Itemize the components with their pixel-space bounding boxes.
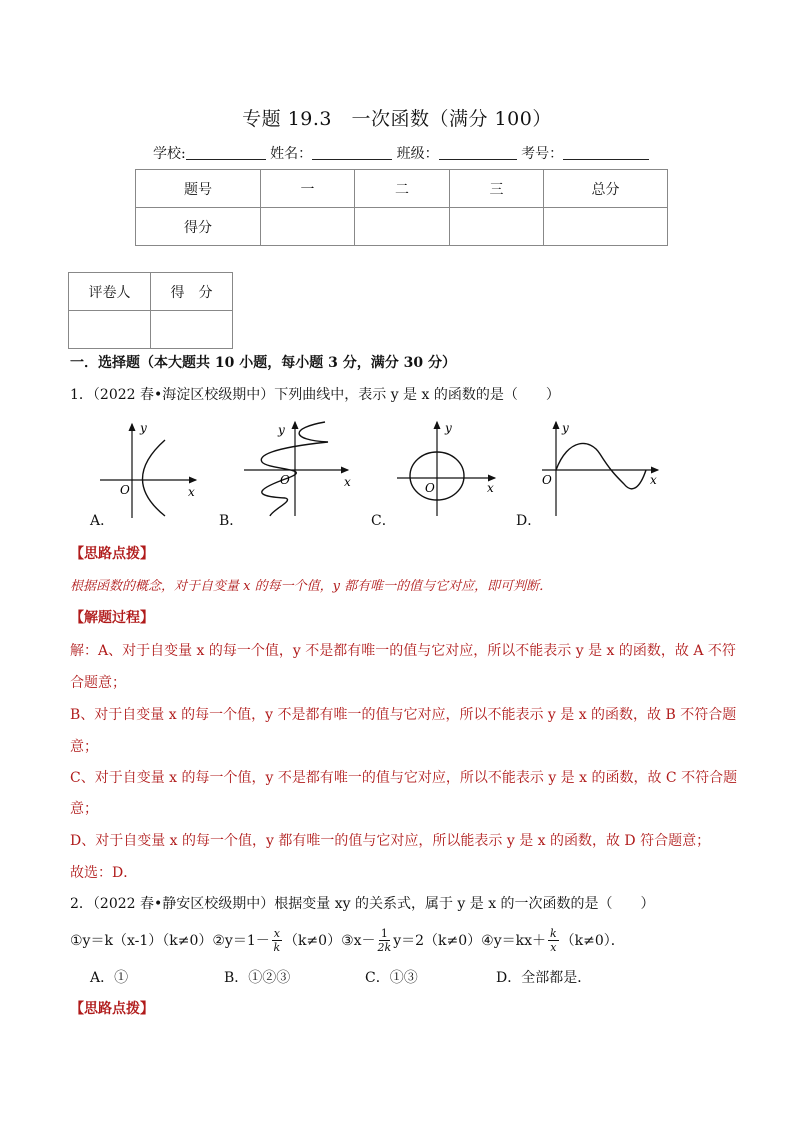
fraction-4 (548, 927, 559, 954)
graph-a (100, 418, 210, 518)
solution-line: 意； (70, 801, 98, 817)
q2-option-b[interactable]: B．①②③ (224, 970, 291, 986)
formula-4-tail: （k≠0）． (560, 933, 625, 949)
solution-line: B、对于自变量 x 的每一个值，y 不是都有唯一的值与它对应，所以不能表示 y 是 x 的函数，故 B 不符合题 (70, 707, 737, 723)
axis-x-label: x (344, 475, 351, 489)
origin-label: O (120, 483, 130, 497)
table-row (136, 170, 668, 208)
table-row (69, 273, 233, 311)
table-cell: 三 (450, 170, 544, 208)
axis-x-label: x (650, 473, 657, 487)
axis-y-label: y (562, 421, 569, 435)
table-row (69, 311, 233, 349)
formula-3-tail: y＝2（k≠0） (393, 933, 482, 949)
score-cell[interactable] (355, 208, 450, 246)
solution-line: 解：A、对于自变量 x 的每一个值，y 不是都有唯一的值与它对应，所以不能表示 y 是 x 的函数，故 A 不符 (70, 643, 736, 659)
q2-option-d[interactable]: D．全部都是． (496, 970, 592, 986)
axis-y-label: y (140, 421, 147, 435)
denominator: 2k (377, 940, 392, 954)
hint-title: 【思路点拨】 (70, 546, 154, 562)
page-title: 专题 19.3 一次函数（满分 100） (242, 108, 552, 130)
axis-y-label: y (445, 421, 452, 435)
grader-label: 评卷人 (69, 273, 151, 311)
option-d[interactable]: D． (516, 513, 542, 529)
process-title: 【解题过程】 (70, 610, 154, 626)
formula-4-lead: ④y＝kx＋ (481, 933, 546, 949)
class-field[interactable] (439, 145, 517, 160)
grader-cell[interactable] (69, 311, 151, 349)
fraction-3 (378, 927, 392, 954)
table-cell: 得分 (136, 208, 261, 246)
axis-x-label: x (188, 485, 195, 499)
score-cell[interactable] (544, 208, 668, 246)
option-a[interactable]: A． (90, 513, 115, 529)
option-c[interactable]: C． (371, 513, 396, 529)
table-cell: 一 (261, 170, 355, 208)
origin-label: O (542, 473, 552, 487)
score-cell[interactable] (151, 311, 233, 349)
table-cell: 题号 (136, 170, 261, 208)
question-2-stem: 2．（2022 春•静安区校级期中）根据变量 xy 的关系式，属于 y 是 x 的一次函数的是（ ） (70, 896, 655, 912)
table-row (136, 208, 668, 246)
denominator: k (273, 940, 281, 954)
school-field[interactable] (186, 145, 266, 160)
solution-line: D、对于自变量 x 的每一个值，y 都有唯一的值与它对应，所以能表示 y 是 x 的函数，故 D 符合题意； (70, 833, 711, 849)
formula-2-tail: （k≠0） (283, 933, 342, 949)
denominator: x (550, 940, 557, 954)
hint-text: 根据函数的概念，对于自变量 x 的每一个值，y 都有唯一的值与它对应，即可判断． (70, 579, 553, 594)
score-cell[interactable] (450, 208, 544, 246)
school-label: 学校: (153, 146, 186, 162)
graph-d (540, 418, 665, 518)
axis-y-label: y (278, 423, 285, 437)
score-label: 得 分 (151, 273, 233, 311)
axis-x-label: x (487, 481, 494, 495)
question-1-stem: 1．（2022 春•海淀区校级期中）下列曲线中，表示 y 是 x 的函数的是（ ） (70, 387, 560, 403)
student-info-row (153, 143, 649, 163)
exam-no-field[interactable] (563, 145, 649, 160)
solution-line: 合题意； (70, 675, 126, 691)
class-label: 班级： (396, 146, 439, 162)
formula-2-lead: ②y＝1－ (212, 933, 270, 949)
score-cell[interactable] (261, 208, 355, 246)
q2-option-c[interactable]: C．①③ (365, 970, 418, 986)
q2-option-a[interactable]: A．① (90, 970, 129, 986)
graph-c (395, 418, 505, 518)
solution-line: 意； (70, 739, 98, 755)
table-cell: 总分 (544, 170, 668, 208)
q2-hint-title: 【思路点拨】 (70, 1001, 154, 1017)
numerator: x (273, 926, 280, 940)
graph-b (240, 418, 360, 518)
section-heading: 一．选择题（本大题共 10 小题，每小题 3 分，满分 30 分） (70, 355, 456, 371)
option-b[interactable]: B． (219, 513, 244, 529)
numerator: k (549, 926, 557, 940)
name-field[interactable] (312, 145, 392, 160)
table-cell: 二 (355, 170, 450, 208)
fraction-2 (272, 927, 282, 954)
grader-table (68, 272, 233, 349)
solution-line: C、对于自变量 x 的每一个值，y 不是都有唯一的值与它对应，所以不能表示 y 是 x 的函数，故 C 不符合题 (70, 770, 738, 786)
question-2-formulas (70, 922, 625, 958)
formula-1: ①y＝k（x-1）（k≠0） (70, 933, 213, 949)
solution-line: 故选：D． (70, 865, 138, 881)
origin-label: O (425, 481, 435, 495)
name-label: 姓名： (270, 146, 313, 162)
origin-label: O (280, 473, 290, 487)
formula-3-lead: ③x－ (341, 933, 376, 949)
exam-no-label: 考号： (521, 146, 564, 162)
numerator: 1 (380, 926, 388, 940)
score-table (135, 169, 668, 246)
